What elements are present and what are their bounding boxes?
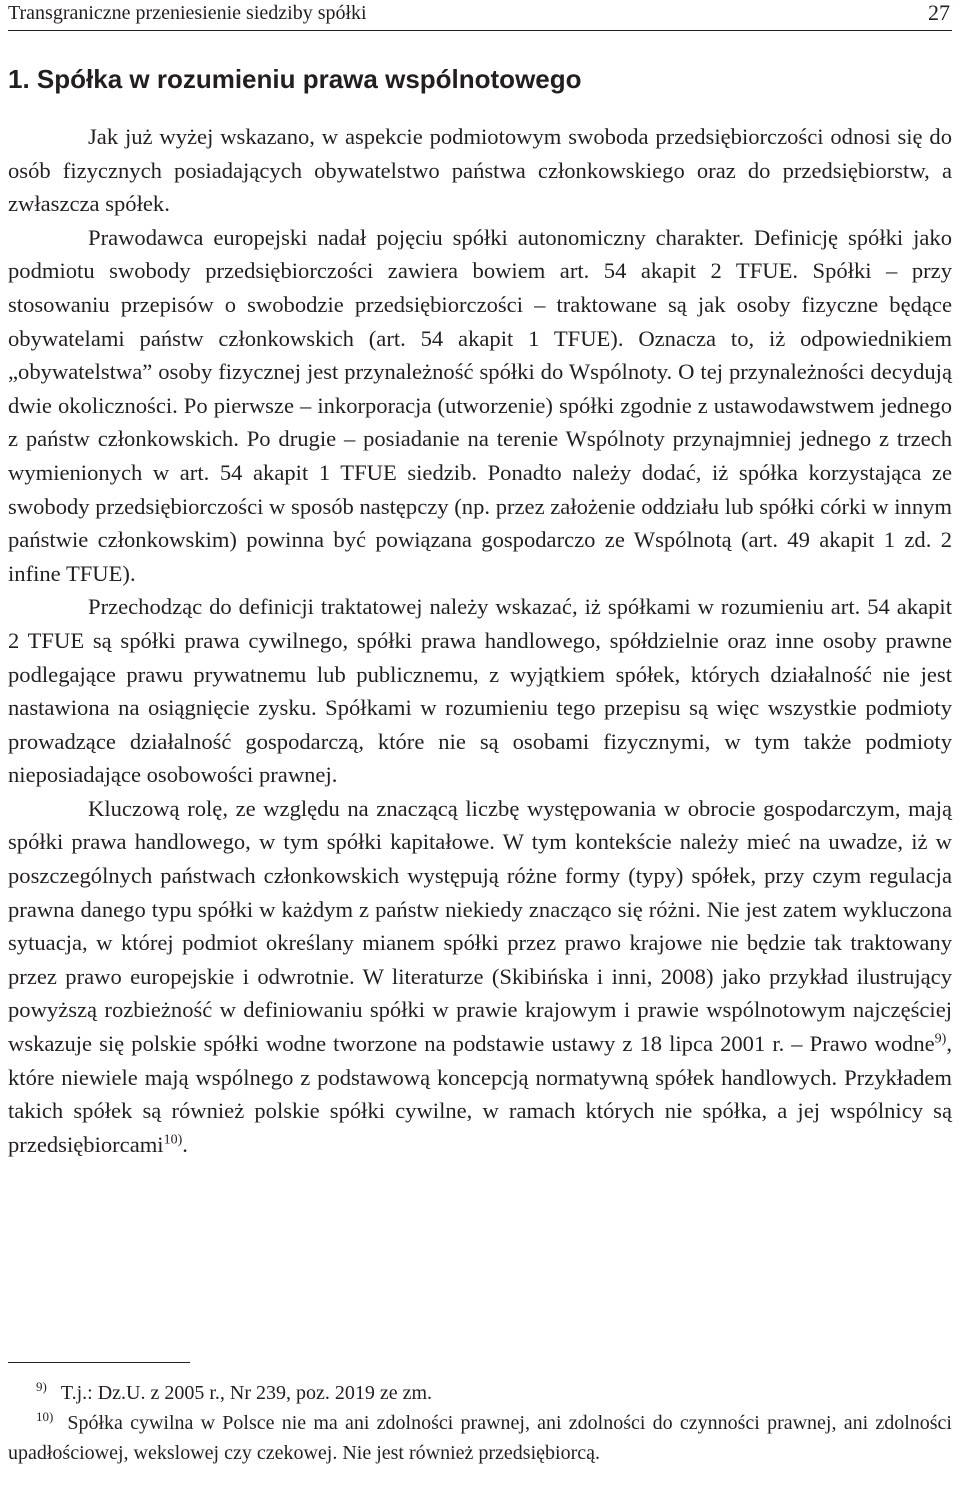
paragraph: Jak już wyżej wskazano, w aspekcie podmiotowym swoboda przedsiębiorczości odnosi się do osób fizycznych posiadających obywatelstwo państwa członkowskiego oraz do przedsiębiorstw, a zwłaszcza spółek. [8,124,952,217]
footnote-ref-9[interactable]: 9) [934,1031,947,1047]
section-title: 1. Spółka w rozumieniu prawa wspólnotowego [8,64,582,94]
footnote-mark: 10) [36,1409,54,1425]
paragraph [8,792,952,1162]
paragraph-text: . [182,1131,188,1157]
body-text [8,120,952,1161]
footnote-separator [8,1362,190,1363]
footnote [8,1378,952,1408]
running-header [8,0,952,31]
paragraph-text: , które niewiele mają wspólnego z podstawową koncepcją normatywną spółek handlowych. Przykładem takich spółek są również polskie spółki cywilne, w ramach których nie spółka, a jej wspólnicy są przedsiębiorcami [8,1031,952,1157]
running-title: Transgraniczne przeniesienie siedziby spółki [8,2,367,24]
paragraph-text: Kluczową rolę, ze względu na znaczącą liczbę występowania w obrocie gospodarczym, mają spółki prawa handlowego, w tym spółki kapitałowe. W tym kontekście należy mieć na uwadze, iż w poszczególnych państwach członkowskich występują różne formy (typy) spółek, przy czym regulacja prawna danego typu spółki w każdym z państw niekiedy znacząco się różni. Nie jest zatem wykluczona sytuacja, w której podmiot określany mianem spółki przez prawo krajowe nie będzie tak traktowany przez prawo europejskie i odwrotnie. W literaturze (Skibińska i inni, 2008) jako przykład ilustrujący powyższą rozbieżność w definiowaniu spółki w prawie krajowym i prawie wspólnotowym najczęściej wskazuje się polskie spółki wodne tworzone na podstawie ustawy z 18 lipca 2001 r. – Prawo wodne [8,795,952,1057]
footnote-text: Spółka cywilna w Polsce nie ma ani zdolności prawnej, ani zdolności do czynności prawnej, ani zdolności upadłościowej, wekslowej czy czekowej. Nie jest również przedsiębiorcą. [8,1412,952,1464]
footnote [8,1408,952,1468]
paragraph: Prawodawca europejski nadał pojęciu spółki autonomiczny charakter. Definicję spółki jako podmiotu swobody przedsiębiorczości zawiera bowiem art. 54 akapit 2 TFUE. Spółki – przy stosowaniu przepisów o swobodzie przedsiębiorczości – traktowane są jak osoby fizyczne będące obywatelami państw członkowskich (art. 54 akapit 1 TFUE). Oznacza to, iż odpowiednikiem „obywatelstwa” osoby fizycznej jest przynależność spółki do Wspólnoty. O tej przynależności decydują dwie okoliczności. Po pierwsze – inkorporacja (utworzenie) spółki zgodnie z ustawodawstwem jednego z państw członkowskich. Po drugie – posiadanie na terenie Wspólnoty przynajmniej jednego z trzech wymienionych w art. 54 akapit 1 TFUE siedzib. Ponadto należy dodać, iż spółka korzystająca ze swobody przedsiębiorczości w sposób następczy (np. przez założenie oddziału lub spółki córki w innym państwie członkowskim) powinna być powiązana gospodarczo ze Wspólnotą (art. 49 akapit 1 zd. 2 infine TFUE). [8,224,952,586]
page-number: 27 [928,0,950,25]
footnote-text: T.j.: Dz.U. z 2005 r., Nr 239, poz. 2019 ze zm. [60,1382,433,1404]
paragraph: Przechodząc do definicji traktatowej należy wskazać, iż spółkami w rozumieniu art. 54 akapit 2 TFUE są spółki prawa cywilnego, spółki prawa handlowego, spółdzielnie oraz inne osoby prawne podlegające prawu prywatnemu lub publicznemu, z wyjątkiem spółek, których działalność nie jest nastawiona na osiągnięcie zysku. Spółkami w rozumieniu tego przepisu są więc wszystkie podmioty prowadzące działalność gospodarczą, które nie są osobami fizycznymi, w tym także podmioty nieposiadające osobowości prawnej. [8,594,952,788]
footnotes [8,1378,952,1468]
footnote-mark: 9) [36,1379,47,1395]
footnote-ref-10[interactable]: 10) [163,1132,183,1148]
